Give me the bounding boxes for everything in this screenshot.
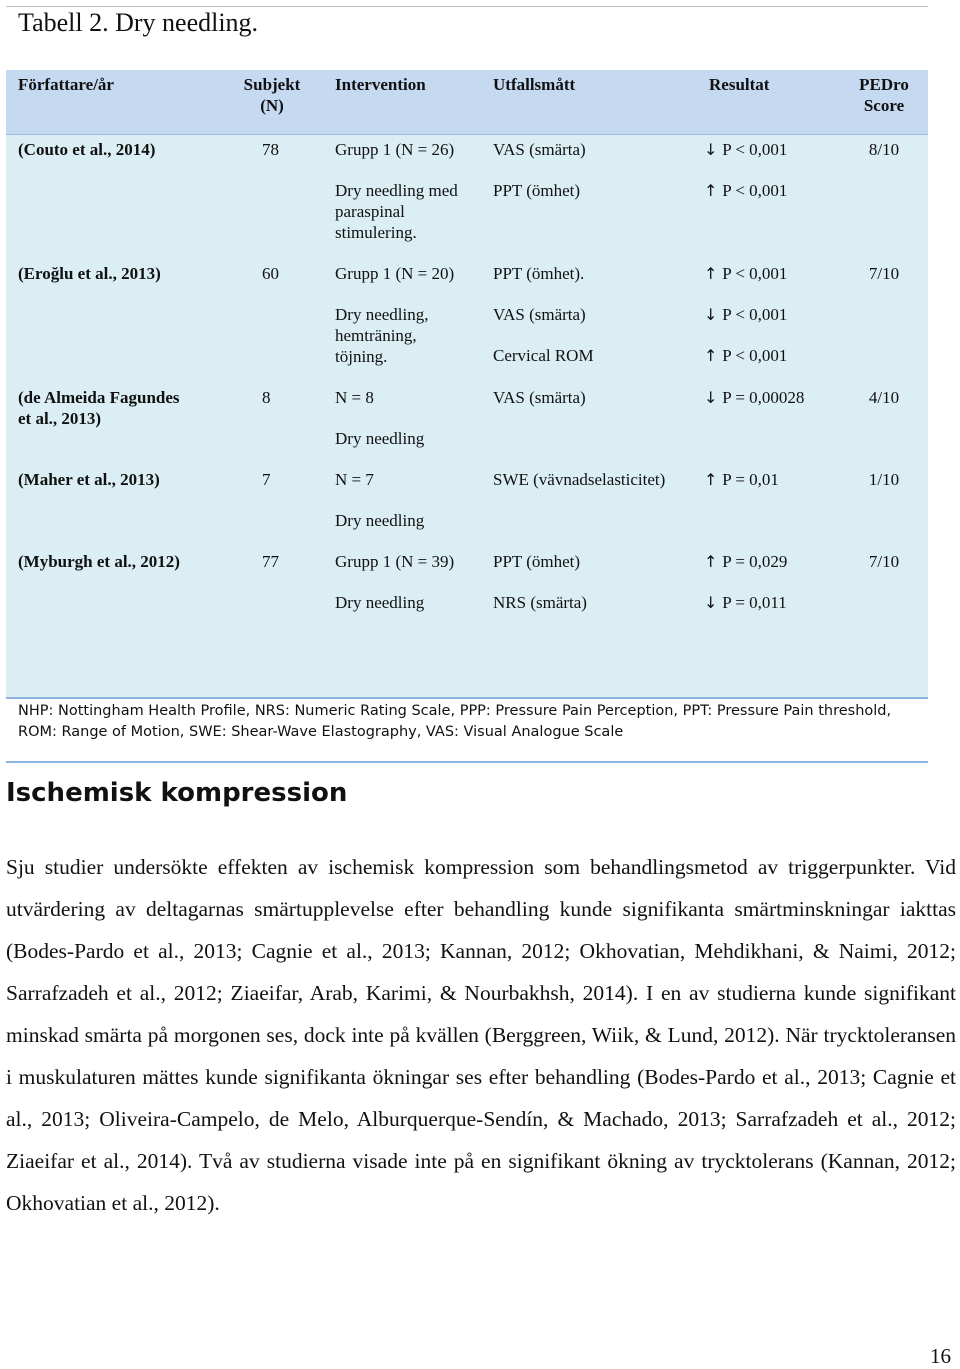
p-value: P = 0,029 (718, 552, 788, 571)
arrow-up-icon: ↑ (704, 470, 718, 489)
subject-count: 77 (262, 552, 279, 571)
table-footnote (6, 697, 928, 763)
intervention-line: paraspinal (335, 202, 405, 221)
outcome-label: VAS (smärta) (493, 305, 586, 324)
intervention-line: Dry needling med (335, 181, 458, 200)
intervention-line: Dry needling, (335, 305, 429, 324)
p-value: P = 0,011 (718, 593, 787, 612)
footnote-text: NHP: Nottingham Health Profile, NRS: Numeric Rating Scale, PPP: Pressure Pain Perception, PPT: Pressure Pain threshold, ROM: Range of Motion, SWE: Shear-Wave Elastography, VAS: Visual Analogue Scale (18, 703, 892, 740)
arrow-down-icon: ↓ (704, 305, 718, 324)
table-header (6, 70, 928, 135)
pedro-score: 4/10 (868, 388, 900, 407)
outcome-label: VAS (smärta) (493, 140, 586, 159)
header-result: Resultat (709, 75, 770, 94)
subject-count: 60 (262, 264, 279, 283)
p-value: P < 0,001 (718, 140, 788, 159)
top-rule (6, 6, 928, 7)
header-pedro: PEDro Score (859, 75, 909, 115)
outcome-label: PPT (ömhet). (493, 264, 585, 283)
author-year: (Maher et al., 2013) (18, 470, 160, 489)
result-value (704, 592, 787, 613)
result-value (704, 304, 787, 325)
result-value (704, 551, 787, 572)
arrow-up-icon: ↑ (704, 552, 718, 571)
author-year: (Myburgh et al., 2012) (18, 552, 180, 571)
result-value (704, 345, 787, 366)
p-value: P < 0,001 (718, 181, 788, 200)
intervention-line: Grupp 1 (N = 20) (335, 264, 455, 283)
pedro-score: 1/10 (868, 470, 900, 489)
table-body (6, 135, 928, 740)
author-year: (de Almeida Fagundes (18, 388, 180, 407)
page-number: 16 (930, 1344, 951, 1368)
intervention-line: Grupp 1 (N = 26) (335, 140, 455, 159)
p-value: P = 0,01 (718, 470, 779, 489)
intervention-line: Grupp 1 (N = 39) (335, 552, 455, 571)
subject-count: 8 (262, 388, 271, 407)
pedro-score: 7/10 (868, 552, 900, 571)
outcome-label: NRS (smärta) (493, 593, 587, 612)
arrow-up-icon: ↑ (704, 264, 718, 283)
result-value (704, 139, 787, 160)
author-year: (Couto et al., 2014) (18, 140, 156, 159)
header-subjects: Subjekt (N) (243, 75, 301, 115)
header-intervention: Intervention (335, 75, 426, 94)
author-year: (Eroğlu et al., 2013) (18, 264, 161, 283)
arrow-up-icon: ↑ (704, 346, 718, 365)
author-year: et al., 2013) (18, 409, 102, 428)
outcome-label: VAS (smärta) (493, 388, 586, 407)
section-title: Ischemisk kompression (6, 778, 348, 808)
pedro-score: 8/10 (868, 140, 900, 159)
p-value: P < 0,001 (718, 305, 788, 324)
outcome-label: PPT (ömhet) (493, 552, 581, 571)
pedro-score: 7/10 (868, 264, 900, 283)
outcome-label: PPT (ömhet) (493, 181, 581, 200)
arrow-up-icon: ↑ (704, 181, 718, 200)
intervention-line: Dry needling (335, 429, 425, 448)
results-table (6, 70, 928, 740)
intervention-line: stimulering. (335, 223, 417, 242)
outcome-label: SWE (vävnadselasticitet) (493, 470, 666, 489)
intervention-line: Dry needling (335, 511, 425, 530)
arrow-down-icon: ↓ (704, 140, 718, 159)
result-value (704, 180, 787, 201)
header-outcome: Utfallsmått (493, 75, 576, 94)
table-caption: Tabell 2. Dry needling. (18, 8, 259, 37)
arrow-down-icon: ↓ (704, 388, 718, 407)
result-value (704, 469, 779, 490)
intervention-line: N = 7 (335, 470, 374, 489)
p-value: P = 0,00028 (718, 388, 805, 407)
subject-count: 78 (262, 140, 279, 159)
arrow-down-icon: ↓ (704, 593, 718, 612)
header-author: Författare/år (18, 75, 114, 94)
intervention-line: töjning. (335, 347, 388, 366)
intervention-line: Dry needling (335, 593, 425, 612)
p-value: P < 0,001 (718, 346, 788, 365)
subject-count: 7 (262, 470, 271, 489)
intervention-line: hemträning, (335, 326, 417, 345)
result-value (704, 387, 804, 408)
result-value (704, 263, 787, 284)
body-paragraph: Sju studier undersökte effekten av ischemisk kompression som behandlingsmetod av triggerpunkter. Vid utvärdering av deltagarnas smärtupplevelse efter behandling kunde signifikanta smärtminskningar iakttas (Bodes-Pardo et al., 2013; Cagnie et al., 2013; Kannan, 2012; Okhovatian, Mehdikhani, & Naimi, 2012; Sarrafzadeh et al., 2012; Ziaeifar, Arab, Karimi, & Nourbakhsh, 2014). I en av studierna kunde signifikant minskad smärta på morgonen ses, dock inte på kvällen (Berggreen, Wiik, & Lund, 2012). När trycktoleransen i muskulaturen mättes kunde signifikanta ökningar ses efter behandling (Bodes-Pardo et al., 2013; Cagnie et al., 2013; Oliveira-Campelo, de Melo, Alburquerque-Sendín, & Machado, 2013; Sarrafzadeh et al., 2012; Ziaeifar et al., 2014). Två av studierna visade inte på en signifikant ökning av trycktolerans (Kannan, 2012; Okhovatian et al., 2012). (6, 855, 956, 1215)
intervention-line: N = 8 (335, 388, 374, 407)
p-value: P < 0,001 (718, 264, 788, 283)
outcome-label: Cervical ROM (493, 346, 594, 365)
